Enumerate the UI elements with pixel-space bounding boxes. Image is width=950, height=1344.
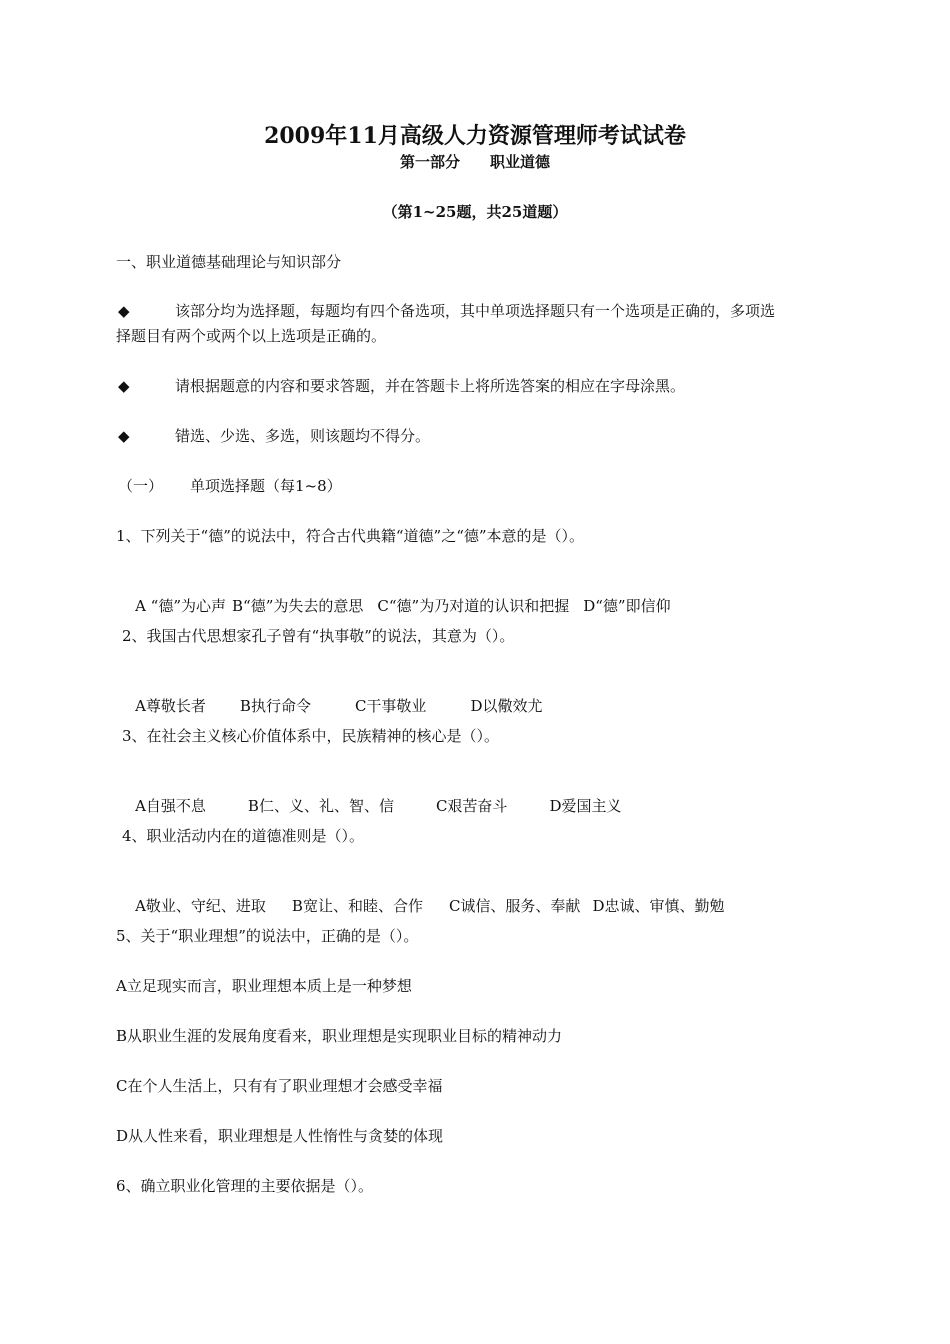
- option: C在个人生活上，只有有了职业理想才会感受幸福: [116, 1077, 443, 1095]
- part-name: 职业道德: [490, 153, 551, 171]
- option: B执行命令: [239, 697, 311, 715]
- option: B从职业生涯的发展角度看来，职业理想是实现职业目标的精神动力: [116, 1027, 563, 1045]
- option: D以儆效尤: [470, 697, 543, 715]
- option: C干事敬业: [354, 697, 427, 715]
- note-line: 择题目有两个或两个以上选项是正确的。: [116, 327, 387, 345]
- option: D从人性来看，职业理想是人性惰性与贪婪的体现: [116, 1127, 444, 1145]
- option: A尊敬长者: [135, 697, 206, 715]
- option: B宽让、和睦、合作: [291, 897, 423, 915]
- bullet-diamond-icon: ◆: [118, 377, 130, 395]
- option: A立足现实而言，职业理想本质上是一种梦想: [116, 977, 412, 995]
- question-stem: 5、关于“职业理想”的说法中，正确的是（）。: [116, 927, 419, 945]
- option: A敬业、守纪、进取: [135, 897, 266, 915]
- note-line: 请根据题意的内容和要求答题，并在答题卡上将所选答案的相应在字母涂黑。: [175, 377, 686, 395]
- option: D“德”即信仰: [583, 597, 671, 615]
- option: C诚信、服务、奉献: [448, 897, 581, 915]
- section-heading: 一、职业道德基础理论与知识部分: [116, 253, 342, 271]
- note-line: 错选、少选、多选，则该题均不得分。: [175, 427, 431, 445]
- question-stem: 2、我国古代思想家孔子曾有“执事敬”的说法，其意为（）。: [122, 627, 515, 645]
- subsection-number: （一）: [118, 477, 164, 495]
- bullet-diamond-icon: ◆: [118, 302, 130, 320]
- bullet-diamond-icon: ◆: [118, 427, 130, 445]
- question-stem: 3、在社会主义核心价值体系中，民族精神的核心是（）。: [122, 727, 500, 745]
- subsection-title: 单项选择题（每1~8）: [190, 477, 342, 495]
- option: C“德”为乃对道的认识和把握: [377, 597, 570, 615]
- option: D爱国主义: [549, 797, 622, 815]
- part-heading: [0, 152, 950, 172]
- option: B“德”为失去的意思: [232, 597, 364, 615]
- option: A自强不息: [135, 797, 206, 815]
- question-range: （第1~25题，共25道题）: [382, 203, 568, 221]
- question-stem: 1、下列关于“德”的说法中，符合古代典籍“道德”之“德”本意的是（）。: [116, 527, 585, 545]
- option: D忠诚、审慎、勤勉: [592, 897, 725, 915]
- option: C艰苦奋斗: [435, 797, 508, 815]
- part-label: 第一部分: [399, 153, 460, 171]
- option: B仁、义、礼、智、信: [247, 797, 394, 815]
- question-stem: 4、职业活动内在的道德准则是（）。: [122, 827, 365, 845]
- page-title: 2009年11月高级人力资源管理师考试试卷: [264, 123, 686, 149]
- note-line: 该部分均为选择题，每题均有四个备选项，其中单项选择题只有一个选项是正确的，多项选: [175, 302, 776, 320]
- option: A “德”为心声: [135, 597, 227, 615]
- question-stem: 6、确立职业化管理的主要依据是（）。: [116, 1177, 374, 1195]
